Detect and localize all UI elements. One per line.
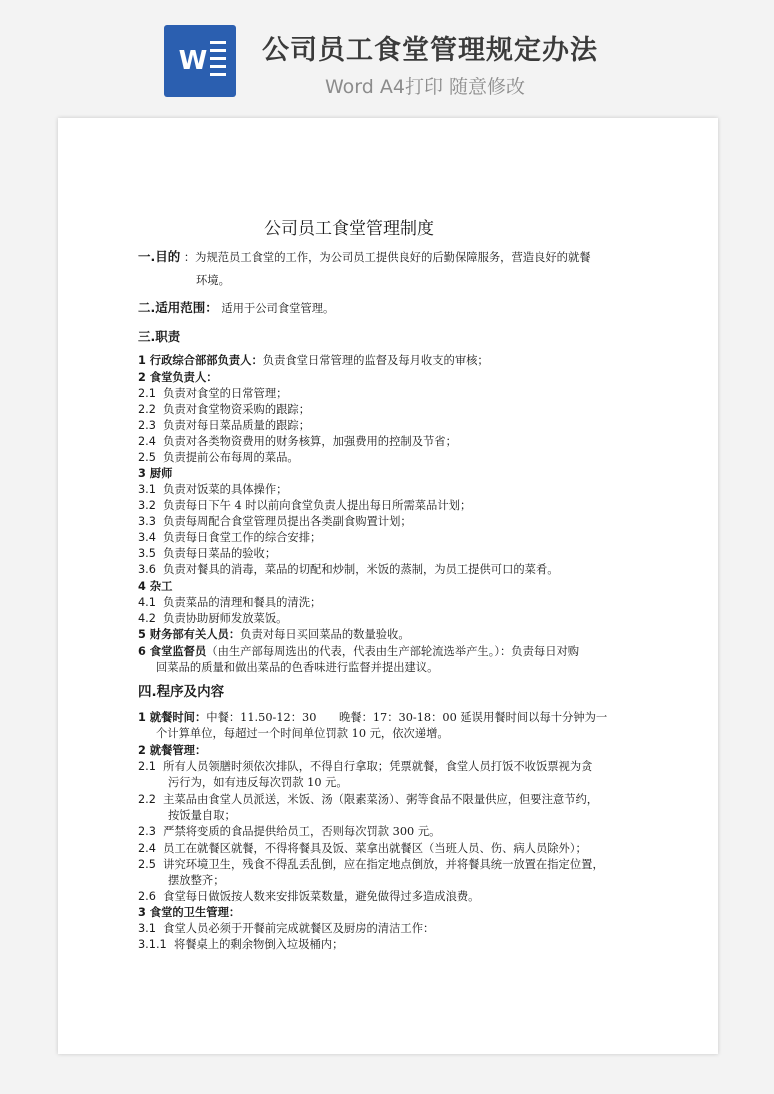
list-item [138, 546, 276, 562]
item-text: 中餐：11.50-12：30 晚餐：17：30-18：00 延误用餐时间以每十分钟为一 [206, 711, 608, 724]
item-number: 2.2 [138, 403, 156, 416]
item-number: 3.1.1 [138, 938, 167, 951]
item-number: 3.2 [138, 499, 156, 512]
list-item [138, 595, 321, 611]
list-item [138, 402, 310, 418]
section-heading: 一.目的 [138, 249, 181, 264]
list-item [138, 450, 299, 466]
list-item [138, 841, 587, 857]
word-document-icon [164, 25, 236, 97]
list-item [138, 386, 287, 402]
item-text: 负责每周配合食堂管理员提出各类副食购置计划； [163, 515, 412, 528]
section-heading: 二.适用范围： [138, 300, 218, 315]
list-item: 3 食堂的卫生管理： [138, 906, 241, 919]
list-item: 2 就餐管理： [138, 744, 207, 757]
list-item [138, 921, 434, 937]
section-scope [138, 300, 334, 317]
item-number: 3.4 [138, 531, 156, 544]
list-item: 4 杂工 [138, 580, 173, 593]
item-number: 2.2 [138, 793, 156, 806]
section-heading: 三.职责 [138, 329, 181, 344]
item-text: 负责每日下午 4 时以前向食堂负责人提出每日所需菜品计划； [163, 499, 472, 512]
item-text: 回菜品的质量和做出菜品的色香味进行监督并提出建议。 [156, 661, 439, 674]
item-text: 个计算单位，每超过一个时间单位罚款 10 元，依次递增。 [156, 727, 449, 740]
word-logo-letter: W [178, 46, 208, 76]
list-item [138, 792, 598, 808]
document-page [58, 118, 718, 1054]
banner-title: 公司员工食堂管理规定办法 [262, 35, 598, 66]
item-text: 食堂人员必须于开餐前完成就餐区及厨房的清洁工作： [163, 922, 435, 935]
list-item [138, 824, 440, 840]
list-item [138, 482, 287, 498]
list-item [138, 514, 412, 530]
item-number: 4.2 [138, 612, 156, 625]
item-number: 2.1 [138, 760, 156, 773]
item-text: 负责对每日买回菜品的数量验收。 [240, 628, 410, 641]
item-text: 员工在就餐区就餐，不得将餐具及饭、菜拿出就餐区（当班人员、伤、病人员除外）； [163, 842, 587, 855]
list-item: 3 厨师 [138, 467, 173, 480]
section-heading: 四.程序及内容 [138, 684, 225, 700]
section-purpose [138, 249, 591, 266]
item-text: 摆放整齐； [168, 874, 225, 887]
paragraph-text: ：为规范员工食堂的工作，为公司员工提供良好的后勤保障服务，营造良好的就餐 [183, 251, 591, 264]
item-text: 负责对食堂的日常管理； [163, 387, 288, 400]
list-item [138, 710, 607, 726]
item-text: 负责每日食堂工作的综合安排； [163, 531, 322, 544]
list-item [138, 937, 343, 953]
item-text: 将餐桌上的剩余物倒入垃圾桶内； [173, 938, 344, 951]
list-item [138, 562, 559, 578]
item-number: 2.6 [138, 890, 156, 903]
banner-subtitle: Word A4打印 随意修改 [325, 76, 526, 98]
list-item [138, 353, 489, 369]
document-lines-icon [210, 41, 226, 81]
item-text: 负责食堂日常管理的监督及每月收支的审核； [262, 354, 489, 367]
item-number: 2.4 [138, 435, 156, 448]
item-text: 污行为，如有违反每次罚款 10 元。 [168, 776, 348, 789]
item-number: 3.1 [138, 483, 156, 496]
list-item [138, 530, 321, 546]
item-number: 3.5 [138, 547, 156, 560]
item-number: 4.1 [138, 596, 156, 609]
item-text: （由生产部每周选出的代表，代表由生产部轮流选举产生。）：负责每日对购 [206, 645, 580, 658]
document-title: 公司员工食堂管理制度 [264, 219, 434, 239]
item-label: 6 食堂监督员 [138, 645, 207, 658]
item-label: 1 行政综合部部负责人： [138, 354, 263, 367]
list-item [138, 627, 410, 643]
item-text: 负责菜品的清理和餐具的清洗； [163, 596, 322, 609]
item-number: 2.5 [138, 451, 156, 464]
item-number: 3.3 [138, 515, 156, 528]
item-number: 2.1 [138, 387, 156, 400]
item-text: 负责协助厨师发放菜饭。 [163, 612, 288, 625]
item-text: 所有人员领膳时须依次排队，不得自行拿取；凭票就餐，食堂人员打饭不收饭票视为贪 [163, 760, 593, 773]
paragraph-text: 环境。 [196, 274, 230, 287]
item-text: 严禁将变质的食品提供给员工，否则每次罚款 300 元。 [163, 825, 441, 838]
item-number: 2.3 [138, 825, 156, 838]
banner [0, 0, 774, 118]
list-item [138, 644, 579, 660]
item-text: 负责提前公布每周的菜品。 [163, 451, 299, 464]
item-number: 2.3 [138, 419, 156, 432]
item-number: 2.5 [138, 858, 156, 871]
item-text: 负责对饭菜的具体操作； [163, 483, 288, 496]
item-number: 3.1 [138, 922, 156, 935]
list-item [138, 857, 604, 873]
item-number: 3.6 [138, 563, 156, 576]
item-text: 主菜品由食堂人员派送，米饭、汤（限素菜汤）、粥等食品不限量供应，但要注意节约， [163, 793, 599, 806]
item-text: 负责对每日菜品质量的跟踪； [163, 419, 311, 432]
item-label: 1 就餐时间： [138, 711, 207, 724]
list-item [138, 498, 471, 514]
item-text: 负责每日菜品的验收； [163, 547, 277, 560]
item-text: 负责对各类物资费用的财务核算，加强费用的控制及节省； [163, 435, 457, 448]
list-item [138, 759, 592, 775]
list-item: 2 食堂负责人： [138, 371, 218, 384]
item-text: 负责对餐具的消毒，菜品的切配和炒制，米饭的蒸制，为员工提供可口的菜肴。 [163, 563, 559, 576]
paragraph-text: 适用于公司食堂管理。 [221, 302, 335, 315]
list-item [138, 434, 457, 450]
list-item [138, 418, 310, 434]
item-text: 讲究环境卫生，残食不得乱丢乱倒，应在指定地点倒放，并将餐具统一放置在指定位置， [163, 858, 604, 871]
item-text: 食堂每日做饭按人数来安排饭菜数量，避免做得过多造成浪费。 [163, 890, 480, 903]
list-item [138, 611, 287, 627]
list-item [138, 889, 479, 905]
item-text: 按饭量自取； [168, 809, 236, 822]
item-number: 2.4 [138, 842, 156, 855]
item-text: 负责对食堂物资采购的跟踪； [163, 403, 311, 416]
item-label: 5 财务部有关人员： [138, 628, 241, 641]
